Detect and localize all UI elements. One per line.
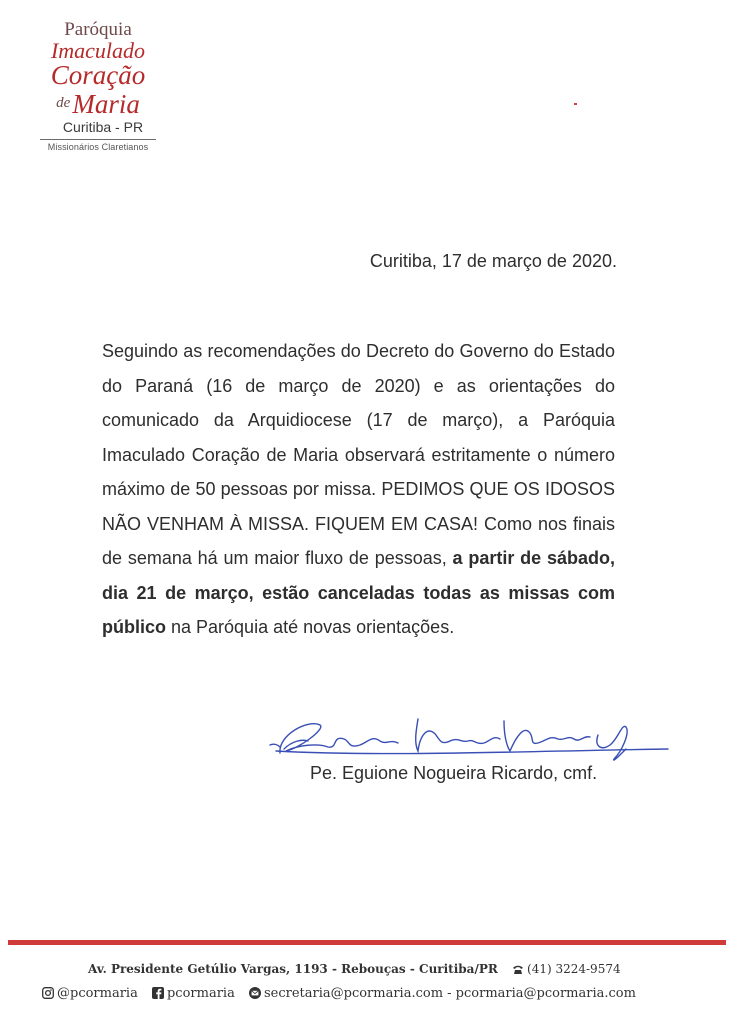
footer-divider	[8, 940, 726, 945]
logo-line-coracao: Coração	[50, 60, 146, 90]
footer-phone-group	[512, 962, 621, 976]
body-text-part2: na Paróquia até novas orientações.	[166, 617, 455, 637]
phone-icon	[512, 963, 524, 975]
footer-phone: (41) 3224-9574	[527, 962, 621, 976]
footer-instagram: @pcormaria	[57, 986, 138, 1001]
ink-speck	[574, 103, 577, 105]
footer-emails: secretaria@pcormaria.com - pcormaria@pcormaria.com	[263, 986, 636, 1001]
footer-facebook: pcormaria	[166, 986, 235, 1001]
logo-line-maria	[36, 89, 160, 118]
footer-contacts	[42, 986, 702, 1001]
logo-maria: Maria	[72, 89, 140, 119]
logo-line-paroquia: Paróquia	[64, 19, 132, 40]
footer-address-line	[88, 962, 648, 976]
facebook-icon	[152, 987, 164, 999]
instagram-icon	[42, 987, 54, 999]
logo-divider	[40, 139, 156, 140]
body-text-bold: a partir de sábado, dia 21 de março, estão canceladas todas as missas com público	[102, 548, 615, 637]
signer-name: Pe. Eguione Nogueira Ricardo, cmf.	[310, 763, 598, 783]
letter-body	[102, 334, 615, 645]
body-text-part1: Seguindo as recomendações do Decreto do Governo do Estado do Paraná (16 de março de 2020) e as orientações do comunicado da Arquidiocese (17 de março), a Paróquia Imaculado Coração de Maria observará estritamente o número máximo de 50 pessoas por missa. PEDIMOS QUE OS IDOSOS NÃO VENHAM À MISSA. FIQUEM EM CASA! Como nos finais de semana há um maior fluxo de pessoas,	[102, 341, 615, 568]
dateline: Curitiba, 17 de março de 2020.	[369, 251, 617, 271]
logo-tagline: Missionários Claretianos	[47, 142, 149, 152]
footer-address: Av. Presidente Getúlio Vargas, 1193 - Rebouças - Curitiba/PR	[88, 962, 498, 976]
parish-logo	[36, 20, 160, 153]
logo-city: Curitiba - PR	[62, 119, 144, 135]
logo-de: de	[56, 95, 71, 111]
logo-line-imaculado: Imaculado	[50, 38, 146, 63]
email-icon	[249, 987, 261, 999]
